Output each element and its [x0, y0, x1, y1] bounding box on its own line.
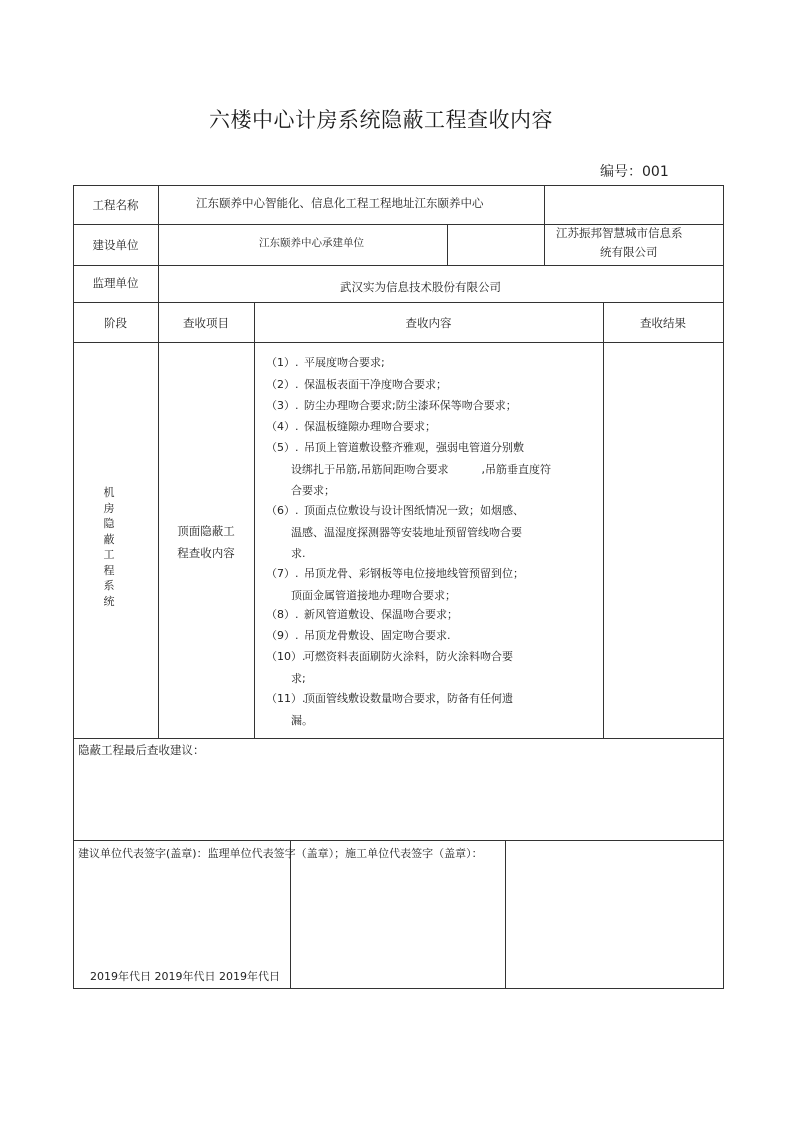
list-item: （10）.可燃资料表面刷防火涂料，防火涂料吻合要 求;: [266, 650, 513, 685]
signature-line: 建议单位代表签字(盖章)：监理单位代表签字（盖章）；施工单位代表签字（盖章）：: [78, 847, 483, 860]
header-stage: 阶段: [104, 316, 127, 330]
stage-cell: 机房隐蔽工程系统: [103, 486, 115, 608]
check-item-line-1: 顶面隐蔽工: [177, 524, 235, 538]
header-check-item: 查收项目: [183, 316, 229, 330]
supervisor-value: 武汉实为信息技术股份有限公司: [340, 280, 501, 294]
check-item-line-2: 程查收内容: [177, 546, 235, 560]
list-item: （5）. 吊顶上管道敷设整齐雅观，强弱电管道分别敷 设绑扎于吊筋,吊筋间距吻合要求 ,吊筋垂直度符 合要求；: [266, 441, 551, 497]
list-item: （4）. 保温板缝隙办理吻合要求；: [266, 420, 436, 433]
contractor-line-2: 统有限公司: [600, 245, 658, 259]
project-name-label: 工程名称: [92, 198, 139, 212]
signature-dates: 2019年代日 2019年代日 2019年代日: [90, 970, 280, 983]
contractor-line-1: 江苏振邦智慧城市信息系: [556, 226, 683, 240]
header-check-content: 查收内容: [405, 316, 452, 330]
document-number: 编号：001: [600, 164, 669, 180]
builder-value: 江东颐养中心承建单位: [259, 237, 364, 249]
list-item: （6）. 顶面点位敷设与设计图纸情况一致；如烟感、 温感、温湿度探测器等安装地址预留管线吻合要 求.: [266, 504, 524, 560]
header-check-result: 查收结果: [640, 316, 686, 330]
supervisor-label: 监理单位: [92, 276, 139, 290]
project-name-value: 江东颐养中心智能化、信息化工程工程地址江东颐养中心: [196, 196, 484, 210]
list-item: （1）. 平展度吻合要求;: [266, 356, 385, 369]
list-item: （11）.顶面管线敷设数量吻合要求，防备有任何遗 漏。: [266, 692, 513, 727]
contractor-value: [556, 224, 683, 262]
check-item-cell: [158, 520, 254, 564]
list-item: （3）. 防尘办理吻合要求;防尘漆环保等吻合要求；: [266, 399, 517, 412]
page-title: 六楼中心计房系统隐蔽工程查收内容: [209, 108, 553, 132]
list-item: （8）. 新风管道敷设、保温吻合要求；: [266, 608, 458, 621]
list-item: （9）. 吊顶龙骨敷设、固定吻合要求.: [266, 629, 451, 642]
list-item: （7）. 吊顶龙骨、彩钢板等电位接地线管预留到位； 顶面金属管道接地办理吻合要求；: [266, 567, 524, 602]
builder-label: 建设单位: [92, 238, 139, 252]
final-advice-label: 隐蔽工程最后查收建议：: [78, 743, 205, 757]
list-item: （2）. 保温板表面干净度吻合要求；: [266, 378, 447, 391]
